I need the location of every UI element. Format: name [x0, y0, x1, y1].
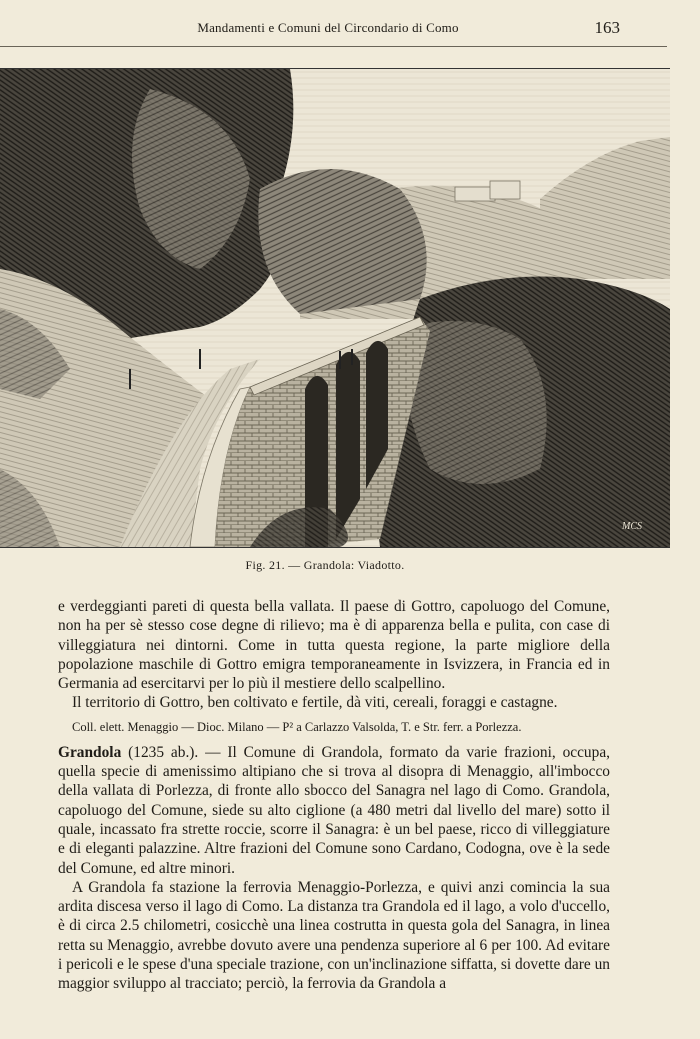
paragraph-gottro-territory: Il territorio di Gottro, ben coltivato e fertile, dà viti, cereali, foraggi e castagne. — [72, 694, 558, 712]
header-rule — [0, 46, 667, 47]
header-title: Mandamenti e Comuni del Circondario di Como — [197, 20, 459, 35]
paragraph-gottro: e verdeggianti pareti di questa bella vallata. Il paese di Gottro, capoluogo del Comune, non ha per sè stesso cose degne di rilievo; ma è di apparenza bella e pulita, con case di villeggiatura nei dintorni. Come in tutta questa regione, la parte migliore della popolazione maschile di Gottro emigra temporaneamente in Isvizzera, in Francia ed in Germania ad esercitarvi per lo più il mestiere dello scalpellino. — [58, 598, 610, 693]
electoral-note: Coll. elett. Menaggio — Dioc. Milano — P² a Carlazzo Valsolda, T. e Str. ferr. a Porlezza. — [72, 719, 522, 734]
entry-heading-grandola: Grandola — [58, 743, 122, 761]
paragraph-railway: A Grandola fa stazione la ferrovia Menaggio-Porlezza, e quivi anzi comincia la sua ardita discesa verso il lago di Como. La distanza tra Grandola ed il lago, a volo d'uccello, è di circa 2.5 chilometri, cosicchè una linea costrutta in questa gola del Sanagra, in linea retta su Menaggio, avrebbe dovuto avere una pendenza superiore al 6 per 100. Ad evitare i pericoli e le spese d'una speciale trazione, con un'inclinazione siffatta, si dovette dare un maggior sviluppo al tracciato; perciò, la ferrovia da Grandola a — [58, 878, 610, 993]
grandola-description: (1235 ab.). — Il Comune di Grandola, formato da varie frazioni, occupa, quella specie di amenissimo altipiano che si trova al disopra di Menaggio, all'imbocco della vallata di Porlezza, di fronte allo sbocco del Sanagra nel lago di Como. Grandola, capoluogo del Comune, siede su alto ciglione (a 480 metri dal livello del mare) sotto il quale, incassato fra strette roccie, scorre il Sanagra: è un bel paese, ricco di villeggiature e di eleganti palazzine. Altre frazioni del Comune sono Cardano, Codogna, ove è la sede del Comune, ed altre minori. — [58, 743, 610, 877]
paragraph-grandola — [58, 743, 610, 878]
engraving-viaduct — [0, 68, 670, 548]
figure-caption: Fig. 21. — Grandola: Viadotto. — [245, 558, 405, 572]
page-number: 163 — [594, 18, 620, 37]
body-text — [58, 597, 610, 994]
running-header — [0, 20, 700, 46]
engraver-signature: MCS — [622, 521, 642, 532]
engraving-illustration — [0, 69, 670, 547]
